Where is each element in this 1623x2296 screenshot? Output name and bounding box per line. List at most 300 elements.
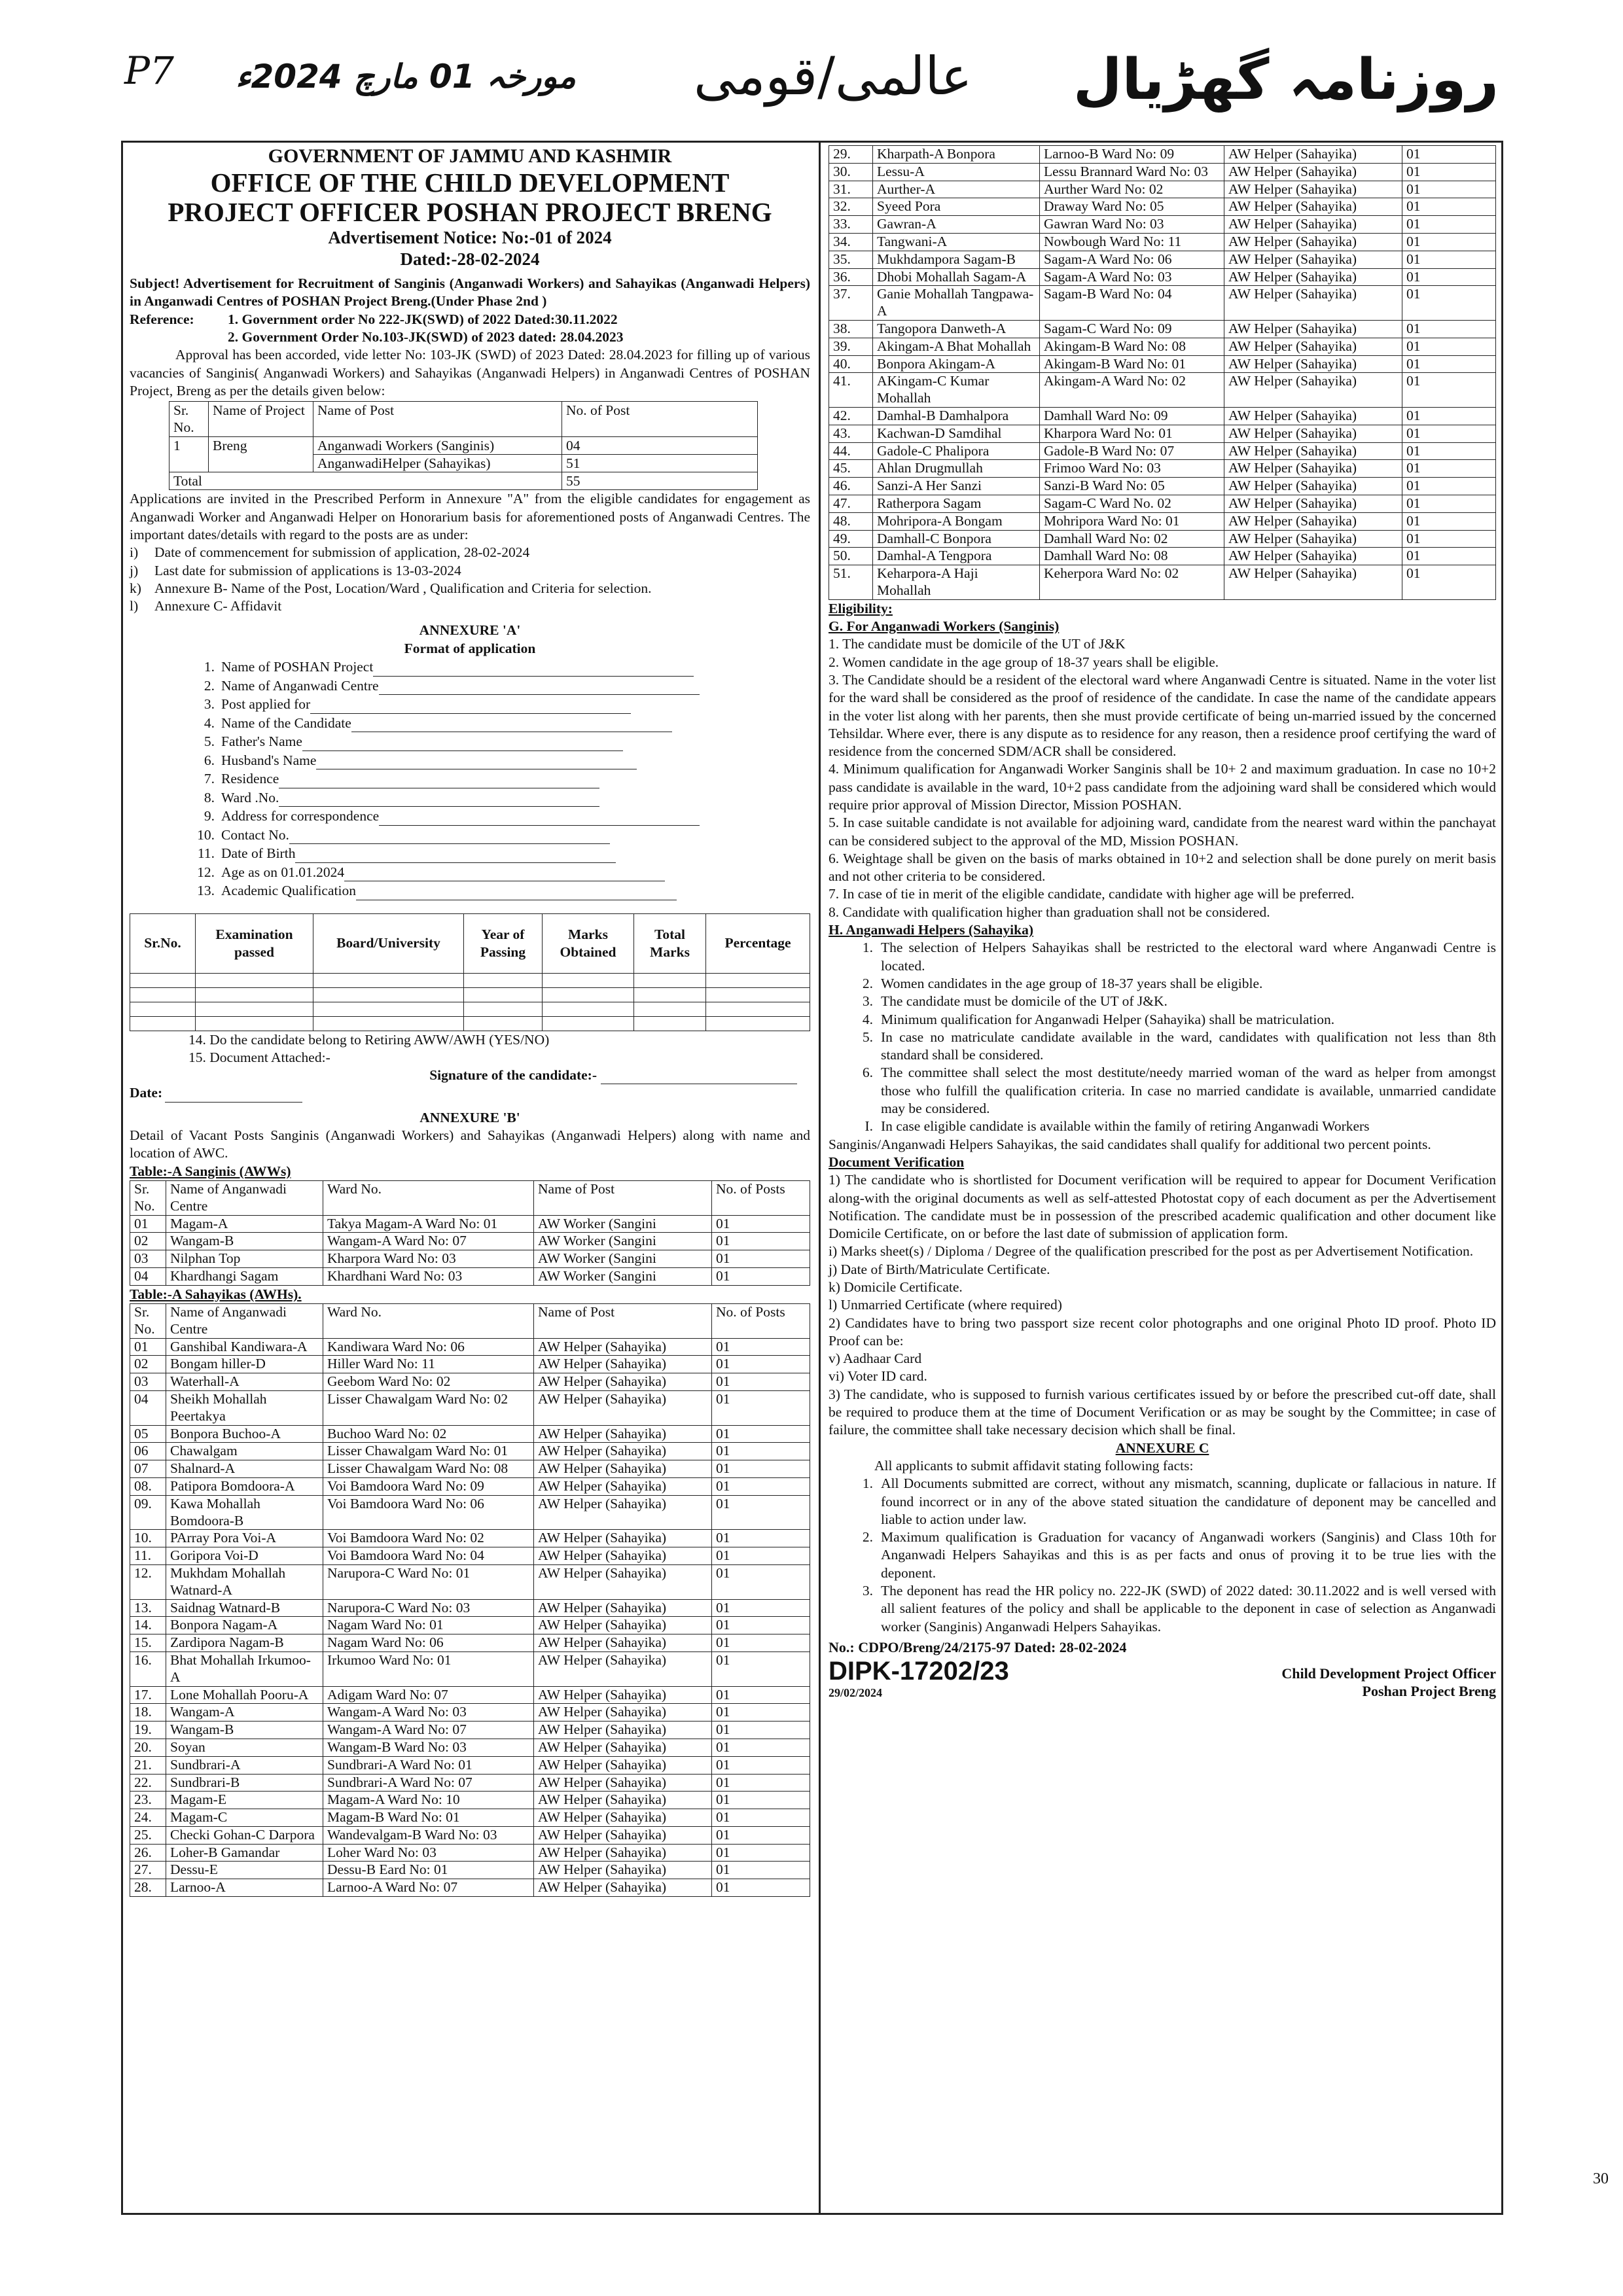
table-cell: AW Helper (Sahayika): [1224, 320, 1402, 338]
table-row: [130, 1373, 810, 1391]
summary-count: 51: [562, 454, 758, 472]
table-cell: 01: [1402, 425, 1496, 442]
table-cell: 45.: [829, 460, 873, 478]
form-field-number: 10.: [197, 826, 215, 843]
qual-header: Sr.No.: [130, 913, 196, 973]
table-cell: Wangam-A Ward No: 03: [323, 1704, 534, 1722]
page-number-label: P7: [124, 48, 174, 93]
table-cell: Mohripora Ward No: 01: [1040, 512, 1224, 530]
table-cell: 36.: [829, 268, 873, 286]
table-cell: Adigam Ward No: 07: [323, 1686, 534, 1704]
table-row: [829, 198, 1496, 216]
annexure-c-intro: All applicants to submit affidavit stating following facts:: [874, 1457, 1194, 1474]
form-field-line: [316, 755, 637, 769]
table-cell: Damhall Ward No: 02: [1040, 530, 1224, 548]
table-cell: 04: [130, 1267, 166, 1285]
table-cell: 01: [1402, 216, 1496, 234]
table-cell: Dessu-E: [166, 1862, 323, 1879]
table-cell: 46.: [829, 478, 873, 495]
application-form-fields: [130, 658, 810, 900]
list-key: 3.: [862, 1583, 873, 1599]
table-row: [829, 338, 1496, 355]
table-cell: 14.: [130, 1617, 166, 1634]
form-field-number: 11.: [197, 845, 215, 862]
table-cell: AW Helper (Sahayika): [534, 1774, 712, 1792]
table-cell: Voi Bamdoora Ward No: 04: [323, 1547, 534, 1565]
helpers-eligibility-item: [829, 975, 1496, 993]
table-row: [130, 1599, 810, 1617]
table-cell: 44.: [829, 442, 873, 460]
reference-item: 1. Government order No 222-JK(SWD) of 2022 Dated:30.11.2022: [228, 311, 618, 327]
table-cell: Khardhangi Sagam: [166, 1267, 323, 1285]
form-field-label: Contact No.: [221, 826, 289, 843]
table-cell: 01: [1402, 338, 1496, 355]
table-cell: 04: [130, 1390, 166, 1425]
table-cell: Akingam-A Ward No: 02: [1040, 373, 1224, 408]
list-text: In case no matriculate candidate available in the ward, candidates with qualification not less than 8th standard shall be considered.: [881, 1029, 1496, 1063]
table-header-cell: Name of Anganwadi Centre: [166, 1180, 323, 1215]
table-cell: 01: [1402, 407, 1496, 425]
doc-verification-p2: 2) Candidates have to bring two passport size recent color photographs and one original Photo ID proof. Photo ID Proof can be:: [829, 1315, 1496, 1349]
form-item-15: 15. Document Attached:-: [188, 1049, 330, 1065]
table-header-cell: Ward No.: [323, 1303, 534, 1338]
summary-sr: 1: [169, 436, 209, 472]
table-cell: Kharpora Ward No: 03: [323, 1250, 534, 1268]
form-field-line: [373, 662, 694, 677]
table-cell: 51.: [829, 565, 873, 600]
table-cell: AW Helper (Sahayika): [534, 1599, 712, 1617]
table-cell: AW Helper (Sahayika): [1224, 425, 1402, 442]
table-cell: 50.: [829, 548, 873, 565]
table-row: [130, 1460, 810, 1478]
table-cell: Syeed Pora: [873, 198, 1040, 216]
approval-paragraph: Approval has been accorded, vide letter No: 103-JK (SWD) of 2023 Dated: 28.04.2023 for filling up of various vacancies of Sanginis( Anganwadi Workers) and Sahayikas (Anganwadi Helpers) in Anganwadi Centres of POSHAN Project, Breng as per the details given below:: [130, 347, 810, 398]
list-key: 6.: [862, 1065, 873, 1081]
table-cell: 48.: [829, 512, 873, 530]
list-key: 4.: [862, 1011, 873, 1027]
annexure-a-title: ANNEXURE 'A': [419, 622, 521, 639]
form-field-label: Address for correspondence: [221, 808, 380, 824]
table-cell: Waterhall-A: [166, 1373, 323, 1391]
table-cell: 15.: [130, 1634, 166, 1652]
table-row: [829, 181, 1496, 198]
table-row: [130, 1862, 810, 1879]
table-cell: 40.: [829, 355, 873, 373]
form-field-number: 9.: [204, 808, 215, 824]
helpers-eligibility-tail: Sanginis/Anganwadi Helpers Sahayikas, the said candidates shall qualify for additional two percent points.: [829, 1136, 1431, 1152]
table-cell: 01: [1402, 565, 1496, 600]
table-cell: Saidnag Watnard-B: [166, 1599, 323, 1617]
table-row: [130, 1686, 810, 1704]
summary-header: Name of Post: [313, 402, 562, 436]
table-cell: 08.: [130, 1477, 166, 1495]
list-text: Minimum qualification for Anganwadi Helper (Sahayika) shall be matriculation.: [881, 1011, 1335, 1027]
table-cell: 16.: [130, 1651, 166, 1686]
list-text: The committee shall select the most destitute/needy married woman of the ward as helper from amongst those who fulfill the qualification criteria. In case no married candidate is available, unmarried candidate may be considered.: [881, 1065, 1496, 1117]
table-cell: 43.: [829, 425, 873, 442]
table-cell: AW Helper (Sahayika): [1224, 198, 1402, 216]
affidavit-item: [829, 1582, 1496, 1636]
doc-item: k) Domicile Certificate.: [829, 1279, 963, 1295]
table-row: [130, 1826, 810, 1844]
workers-eligibility-item: 2. Women candidate in the age group of 18-37 years shall be eligible.: [829, 654, 1219, 670]
eligibility-title: Eligibility:: [829, 600, 893, 616]
helpers-eligibility-item: [829, 1029, 1496, 1065]
table-cell: AW Helper (Sahayika): [534, 1338, 712, 1356]
table-row: [829, 355, 1496, 373]
form-field-row: [188, 732, 810, 751]
table-cell: Wandevalgam-B Ward No: 03: [323, 1826, 534, 1844]
table-cell: Dessu-B Eard No: 01: [323, 1862, 534, 1879]
table-cell: AW Helper (Sahayika): [1224, 442, 1402, 460]
table-cell: Sagam-B Ward No: 04: [1040, 286, 1224, 321]
footer: [829, 1657, 1496, 1701]
table-cell: AW Helper (Sahayika): [534, 1862, 712, 1879]
table-cell: Ratherpora Sagam: [873, 495, 1040, 512]
table-header-cell: Ward No.: [323, 1180, 534, 1215]
date-item: l) Annexure C- Affidavit: [130, 598, 282, 614]
table-cell: 32.: [829, 198, 873, 216]
table-cell: 01: [1402, 233, 1496, 251]
table-cell: Sagam-A Ward No: 03: [1040, 268, 1224, 286]
summary-project: Breng: [209, 436, 313, 472]
table-cell: Draway Ward No: 05: [1040, 198, 1224, 216]
table-cell: Kachwan-D Samdihal: [873, 425, 1040, 442]
table-cell: Lisser Chawalgam Ward No: 02: [323, 1390, 534, 1425]
list-text: The selection of Helpers Sahayikas shall be restricted to the electoral ward where Anganwadi Centre is located.: [881, 940, 1496, 974]
sahayikas-table-continued: [829, 145, 1496, 600]
table-cell: AW Helper (Sahayika): [534, 1686, 712, 1704]
table-cell: Kharpora Ward No: 01: [1040, 425, 1224, 442]
table-cell: 25.: [130, 1826, 166, 1844]
form-field-line: [356, 886, 677, 900]
table-cell: Magam-B Ward No: 01: [323, 1809, 534, 1827]
table-cell: 01: [1402, 530, 1496, 548]
table-cell: 01: [712, 1564, 810, 1599]
table-cell: Lisser Chawalgam Ward No: 01: [323, 1443, 534, 1460]
date-label: Date:: [130, 1085, 163, 1101]
table-cell: 01: [1402, 495, 1496, 512]
table-cell: AW Helper (Sahayika): [1224, 548, 1402, 565]
table-cell: Hiller Ward No: 11: [323, 1356, 534, 1373]
table-cell: AW Helper (Sahayika): [534, 1617, 712, 1634]
table-cell: Bongam hiller-D: [166, 1356, 323, 1373]
table-cell: Damhal-B Damhalpora: [873, 407, 1040, 425]
table-row: [130, 1443, 810, 1460]
table-cell: AW Helper (Sahayika): [1224, 181, 1402, 198]
list-text: Women candidates in the age group of 18-37 years shall be eligible.: [881, 975, 1263, 991]
table-cell: AW Helper (Sahayika): [534, 1634, 712, 1652]
form-field-row: [188, 658, 810, 677]
newspaper-name: روزنامہ گھڑیال: [1073, 47, 1499, 113]
table-cell: 29.: [829, 146, 873, 164]
table-cell: Khardhani Ward No: 03: [323, 1267, 534, 1285]
table-cell: 02: [130, 1233, 166, 1250]
table-row: [130, 1233, 810, 1250]
table-cell: Checki Gohan-C Darpora: [166, 1826, 323, 1844]
applications-paragraph: Applications are invited in the Prescribed Perform in Annexure "A" from the eligible candidates for engagement as Anganwadi Worker and Anganwadi Helper on Honorarium basis for aforementioned posts of Anganwadi Centres. The important dates/details with regard to the posts are as under:: [130, 491, 810, 542]
table-cell: Magam-C: [166, 1809, 323, 1827]
table-cell: Gadole-B Ward No: 07: [1040, 442, 1224, 460]
table-cell: AW Helper (Sahayika): [534, 1495, 712, 1530]
table-cell: Chawalgam: [166, 1443, 323, 1460]
summary-count: 04: [562, 436, 758, 454]
notice-number: Advertisement Notice: No:-01 of 2024: [328, 227, 612, 247]
table-cell: 27.: [130, 1862, 166, 1879]
table-cell: 01: [712, 1704, 810, 1722]
summary-post: Anganwadi Workers (Sanginis): [313, 436, 562, 454]
office-heading-line2: PROJECT OFFICER POSHAN PROJECT BRENG: [168, 196, 772, 227]
table-cell: Magam-A Ward No: 10: [323, 1792, 534, 1809]
table-row: [130, 1215, 810, 1233]
list-key: 1.: [862, 1475, 873, 1492]
table-row: [829, 548, 1496, 565]
table-row: [130, 1617, 810, 1634]
table-cell: AW Helper (Sahayika): [1224, 495, 1402, 512]
table-b-caption: Table:-A Sahayikas (AWHs).: [130, 1286, 302, 1302]
form-field-label: Date of Birth: [221, 845, 296, 862]
qual-header: Total Marks: [634, 913, 706, 973]
table-cell: 01: [1402, 268, 1496, 286]
table-header-cell: Sr. No.: [130, 1303, 166, 1338]
table-cell: 10.: [130, 1530, 166, 1547]
table-cell: Lone Mohallah Pooru-A: [166, 1686, 323, 1704]
table-cell: 01: [712, 1617, 810, 1634]
signature-line: [601, 1067, 797, 1084]
table-cell: 01: [712, 1739, 810, 1756]
list-text: The deponent has read the HR policy no. 222-JK (SWD) of 2022 dated: 30.11.2022 and is well versed with all salient features of the policy and shall be applicable to the deponent in case of selection as Anganwadi worker (Sanginis) Anganwadi Helpers Sahayikas.: [881, 1583, 1496, 1634]
form-field-label: Ward .No.: [221, 789, 279, 805]
table-cell: Aurther-A: [873, 181, 1040, 198]
table-cell: 17.: [130, 1686, 166, 1704]
table-cell: 21.: [130, 1756, 166, 1774]
list-text: In case eligible candidate is available within the family of retiring Anganwadi Workers: [881, 1118, 1370, 1135]
table-cell: Wangam-B Ward No: 03: [323, 1739, 534, 1756]
reference-block: [130, 311, 810, 347]
important-dates: [130, 544, 810, 615]
officer-project: Poshan Project Breng: [1362, 1683, 1496, 1700]
form-field-row: [188, 844, 810, 863]
table-cell: Frimoo Ward No: 03: [1040, 460, 1224, 478]
post-summary-table: [169, 401, 758, 490]
form-field-row: [188, 881, 810, 900]
table-row: [130, 1390, 810, 1425]
workers-eligibility-item: 3. The Candidate should be a resident of the electoral ward where Anganwadi Centre is situated. Name in the voter list for the ward shall be considered as the proof of residence of the candidate. In case the name of the candidate appears in the voter list along with her parents, then she must provide certificate of being un-married issued by the concerned Tehsildar. Where ever, there is any dispute as to residence for any reason, then a residence proof certifying the ward of residence from the concerned SDM/ACR shall be considered.: [829, 671, 1496, 760]
table-header-cell: Name of Post: [534, 1303, 712, 1338]
form-field-row: [188, 695, 810, 714]
table-cell: 35.: [829, 251, 873, 268]
table-cell: Sundbrari-A Ward No: 07: [323, 1774, 534, 1792]
table-cell: 01: [712, 1599, 810, 1617]
table-cell: 49.: [829, 530, 873, 548]
table-cell: Sundbrari-A: [166, 1756, 323, 1774]
table-row: [829, 565, 1496, 600]
table-row: [130, 1809, 810, 1827]
table-cell: Keherpora Ward No: 02: [1040, 565, 1224, 600]
table-cell: AW Helper (Sahayika): [534, 1792, 712, 1809]
date-item: k) Annexure B- Name of the Post, Location/Ward , Qualification and Criteria for selection.: [130, 580, 652, 596]
qual-blank-row: [130, 1002, 810, 1016]
table-cell: Ahlan Drugmullah: [873, 460, 1040, 478]
table-cell: 01: [1402, 442, 1496, 460]
form-field-row: [188, 788, 810, 807]
officer-designation: Child Development Project Officer: [1281, 1665, 1496, 1682]
table-cell: AW Helper (Sahayika): [534, 1530, 712, 1547]
helpers-eligibility-list: [829, 939, 1496, 1135]
table-row: [130, 1704, 810, 1722]
table-cell: 01: [1402, 251, 1496, 268]
form-field-label: Name of the Candidate: [221, 715, 351, 731]
workers-eligibility-item: 6. Weightage shall be given on the basis of marks obtained in 10+2 and selection shall be done purely on merit basis and not other criteria to be considered.: [829, 850, 1496, 885]
table-cell: AW Helper (Sahayika): [1224, 460, 1402, 478]
table-cell: Aurther Ward No: 02: [1040, 181, 1224, 198]
table-cell: AW Helper (Sahayika): [1224, 373, 1402, 408]
qual-header: Year of Passing: [464, 913, 543, 973]
table-row: [829, 495, 1496, 512]
form-field-row: [188, 769, 810, 788]
form-field-number: 12.: [197, 864, 215, 880]
table-cell: AW Helper (Sahayika): [534, 1373, 712, 1391]
table-cell: AW Helper (Sahayika): [534, 1564, 712, 1599]
form-field-label: Residence: [221, 771, 279, 787]
table-cell: Larnoo-A Ward No: 07: [323, 1879, 534, 1897]
doc-verification-title: Document Verification: [829, 1154, 965, 1170]
affidavit-item: [829, 1528, 1496, 1582]
table-cell: 42.: [829, 407, 873, 425]
summary-header: Name of Project: [209, 402, 313, 436]
table-cell: 01: [712, 1809, 810, 1827]
table-cell: AW Helper (Sahayika): [534, 1826, 712, 1844]
table-cell: Sagam-C Ward No. 02: [1040, 495, 1224, 512]
table-cell: Wangam-A Ward No: 07: [323, 1233, 534, 1250]
form-field-row: [188, 863, 810, 882]
annexure-b-title: ANNEXURE 'B': [419, 1109, 520, 1125]
summary-header: Sr. No.: [169, 402, 209, 436]
qual-header: Board/University: [313, 913, 464, 973]
table-cell: AW Helper (Sahayika): [1224, 268, 1402, 286]
table-cell: 01: [712, 1879, 810, 1897]
table-cell: 31.: [829, 181, 873, 198]
table-cell: AW Helper (Sahayika): [534, 1460, 712, 1478]
table-cell: AKingam-C Kumar Mohallah: [873, 373, 1040, 408]
table-cell: Zardipora Nagam-B: [166, 1634, 323, 1652]
form-field-row: [188, 677, 810, 696]
table-cell: Voi Bamdoora Ward No: 06: [323, 1495, 534, 1530]
list-key: 5.: [862, 1029, 873, 1045]
form-field-number: 3.: [204, 696, 215, 713]
qual-header: Percentage: [706, 913, 810, 973]
table-cell: 06: [130, 1443, 166, 1460]
table-cell: Voi Bamdoora Ward No: 02: [323, 1530, 534, 1547]
table-cell: 01: [712, 1267, 810, 1285]
summary-header: No. of Post: [562, 402, 758, 436]
summary-total: 55: [562, 472, 758, 490]
table-cell: Wangam-A: [166, 1704, 323, 1722]
table-cell: Narupora-C Ward No: 03: [323, 1599, 534, 1617]
table-cell: Larnoo-B Ward No: 09: [1040, 146, 1224, 164]
dipk-date: 29/02/2024: [829, 1686, 883, 1699]
table-cell: AW Helper (Sahayika): [1224, 565, 1402, 600]
table-cell: 18.: [130, 1704, 166, 1722]
helpers-eligibility-item: [829, 1064, 1496, 1118]
annexure-b-intro: Detail of Vacant Posts Sanginis (Anganwadi Workers) and Sahayikas (Anganwadi Helpers) along with name and location of AWC.: [130, 1127, 810, 1161]
table-cell: AW Helper (Sahayika): [1224, 355, 1402, 373]
annexure-c-title: ANNEXURE C: [1115, 1439, 1209, 1456]
list-key: 3.: [862, 993, 873, 1010]
table-cell: 01: [712, 1826, 810, 1844]
list-text: All Documents submitted are correct, without any mismatch, scanning, duplicate or fallacious in nature. If found incorrect or in any of the above stated situation the candidature of deponent may be cancelled and liable to action under law.: [881, 1475, 1496, 1527]
table-cell: 01: [130, 1215, 166, 1233]
workers-eligibility-item: 7. In case of tie in merit of the eligible candidate, candidate with higher age will be preferred.: [829, 886, 1355, 902]
form-field-line: [351, 718, 672, 732]
table-cell: Keharpora-A Haji Mohallah: [873, 565, 1040, 600]
table-cell: 01: [712, 1844, 810, 1862]
form-field-label: Academic Qualification: [221, 883, 356, 899]
left-column: [130, 145, 810, 1897]
table-cell: Loher-B Gamandar: [166, 1844, 323, 1862]
table-cell: AW Helper (Sahayika): [534, 1704, 712, 1722]
table-cell: Sagam-C Ward No: 09: [1040, 320, 1224, 338]
table-cell: 26.: [130, 1844, 166, 1862]
form-field-number: 5.: [204, 733, 215, 750]
signature-row: [130, 1067, 797, 1084]
table-cell: Narupora-C Ward No: 01: [323, 1564, 534, 1599]
government-heading: GOVERNMENT OF JAMMU AND KASHMIR: [268, 145, 672, 167]
table-cell: Damhall Ward No: 09: [1040, 407, 1224, 425]
form-field-number: 2.: [204, 677, 215, 694]
affidavit-item: [829, 1475, 1496, 1528]
helpers-eligibility-title: H. Anganwadi Helpers (Sahayika): [829, 922, 1033, 938]
table-row: [130, 1879, 810, 1897]
table-cell: 01: [1402, 355, 1496, 373]
table-row: [130, 1356, 810, 1373]
table-cell: 01: [712, 1722, 810, 1739]
column-divider: [819, 141, 821, 2215]
table-cell: 03: [130, 1250, 166, 1268]
table-cell: Voi Bamdoora Ward No: 09: [323, 1477, 534, 1495]
qual-blank-row: [130, 1016, 810, 1031]
signature-label: Signature of the candidate:-: [429, 1067, 597, 1084]
table-cell: 19.: [130, 1722, 166, 1739]
table-cell: Magam-A: [166, 1215, 323, 1233]
table-header-cell: No. of Posts: [712, 1303, 810, 1338]
table-cell: AW Helper (Sahayika): [1224, 530, 1402, 548]
table-cell: Irkumoo Ward No: 01: [323, 1651, 534, 1686]
form-field-label: Father's Name: [221, 733, 302, 750]
form-field-line: [279, 792, 599, 807]
table-cell: AW Helper (Sahayika): [534, 1651, 712, 1686]
table-cell: Sanzi-B Ward No: 05: [1040, 478, 1224, 495]
table-cell: AW Helper (Sahayika): [1224, 251, 1402, 268]
table-cell: 22.: [130, 1774, 166, 1792]
table-header-cell: Sr. No.: [130, 1180, 166, 1215]
table-cell: Sundbrari-A Ward No: 01: [323, 1756, 534, 1774]
table-cell: 01: [1402, 181, 1496, 198]
office-heading-line1: OFFICE OF THE CHILD DEVELOPMENT: [210, 167, 730, 198]
table-cell: 30.: [829, 163, 873, 181]
masthead-section: عالمی/قومی: [694, 46, 972, 107]
table-row: [130, 1844, 810, 1862]
table-cell: Geebom Ward No: 02: [323, 1373, 534, 1391]
table-cell: 37.: [829, 286, 873, 321]
list-key: 2.: [862, 1529, 873, 1545]
table-row: [130, 1774, 810, 1792]
table-cell: 33.: [829, 216, 873, 234]
table-row: [130, 1267, 810, 1285]
table-cell: AW Helper (Sahayika): [534, 1356, 712, 1373]
table-cell: Damhal-A Tengpora: [873, 548, 1040, 565]
table-row: [829, 478, 1496, 495]
